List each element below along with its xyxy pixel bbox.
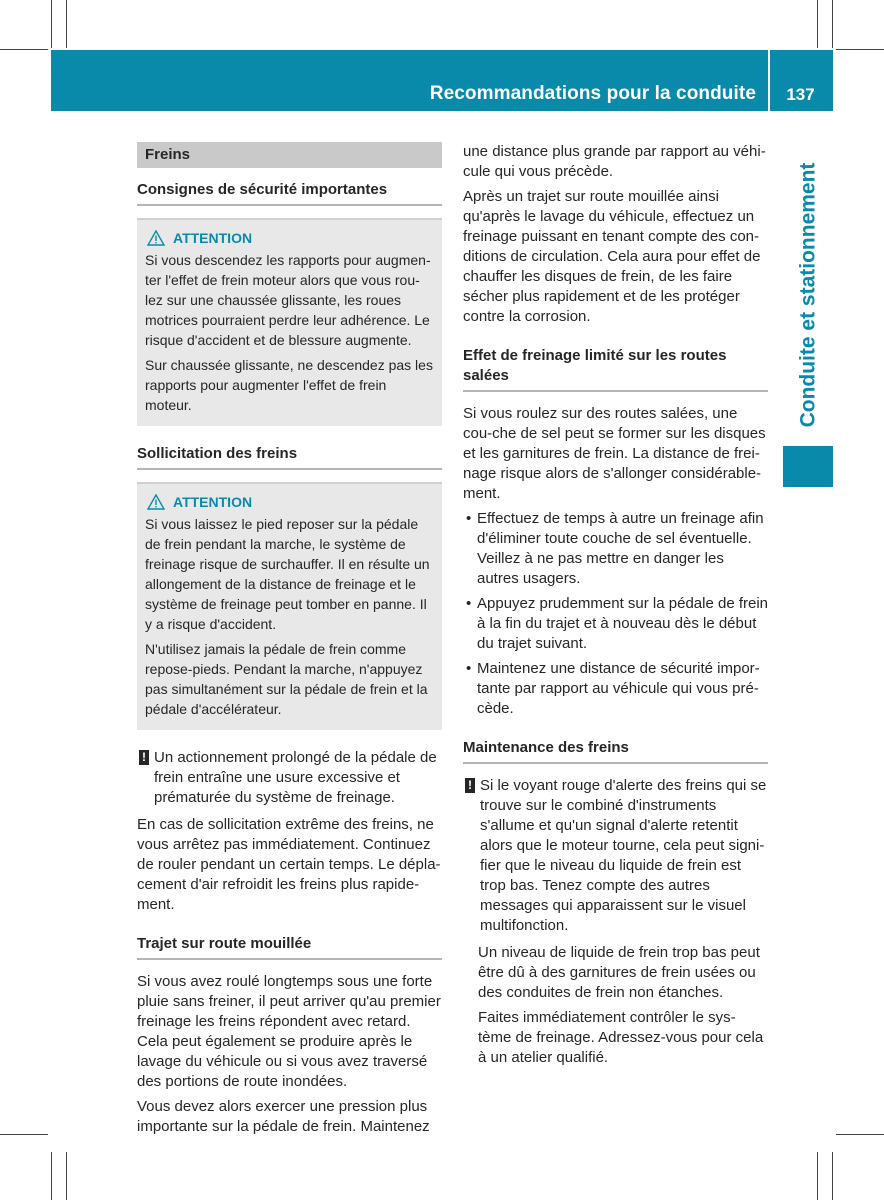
crop-mark xyxy=(0,1134,48,1135)
crop-mark xyxy=(0,49,48,50)
note-text: Un actionnement prolongé de la pédale de frein entraîne une usure excessive et prématurée du système de freinage. xyxy=(154,749,437,806)
page-header xyxy=(51,50,768,111)
heading-salt-road: Effet de freinage limité sur les routes salées xyxy=(463,346,768,392)
warning-triangle-icon xyxy=(147,494,165,510)
heading-brake-load: Sollicitation des freins xyxy=(137,444,442,470)
side-chapter-tab xyxy=(783,150,833,440)
crop-mark xyxy=(817,1152,818,1200)
bullet-icon: • xyxy=(466,595,472,612)
side-tab-label: Conduite et stationnement xyxy=(796,162,819,428)
list-item xyxy=(463,594,768,654)
crop-mark xyxy=(832,1152,833,1200)
crop-mark xyxy=(66,0,67,48)
crop-mark xyxy=(66,1152,67,1200)
right-column xyxy=(463,142,768,1073)
warning-triangle-icon xyxy=(147,230,165,246)
paragraph: Si vous roulez sur des routes salées, une cou-che de sel peut se former sur les disques et les garnitures de frein. La distance de frei-nage risque alors de s'allonger considérable-ment. xyxy=(463,405,766,502)
heading-safety: Consignes de sécurité importantes xyxy=(137,180,442,206)
note xyxy=(137,748,442,808)
list-item-text: Maintenez une distance de sécurité impor-tante par rapport au véhicule qui vous pré-cède. xyxy=(477,660,760,717)
header-divider xyxy=(768,50,770,111)
chapter-title: Recommandations pour la conduite xyxy=(429,83,756,104)
paragraph: une distance plus grande par rapport au véhi-cule qui vous précède. xyxy=(463,143,766,180)
page-number: 137 xyxy=(786,85,815,104)
warning-text: N'utilisez jamais la pédale de frein comme repose-pieds. Pendant la marche, n'appuyez pas simultanément sur la pédale de frein et la pédale d'accélérateur. xyxy=(145,641,428,717)
bullet-icon: • xyxy=(466,510,472,527)
warning-text: Si vous laissez le pied reposer sur la pédale de frein pendant la marche, le système de freinage risque de surchauffer. Il en résulte un allongement de la distance de freinage et le système de freinage peut tomber en panne. Il y a risque d'accident. xyxy=(145,516,430,632)
crop-mark xyxy=(836,1134,884,1135)
note xyxy=(463,776,768,936)
exclamation-icon: ! xyxy=(139,750,149,765)
paragraph: En cas de sollicitation extrême des freins, ne vous arrêtez pas immédiatement. Continuez de rouler pendant un certain temps. Le dépla-cement d'air refroidit les freins plus rapide-ment. xyxy=(137,816,441,913)
heading-maintenance: Maintenance des freins xyxy=(463,738,768,764)
warning-header xyxy=(145,228,434,248)
warning-text: Si vous descendez les rapports pour augmen-ter l'effet de frein moteur alors que vous rou-lez sur une chaussée glissante, les roues motrices pourraient perdre leur adhérence. Le risque d'accident et de blessure augmente. xyxy=(145,252,431,348)
list-item xyxy=(463,659,768,719)
warning-header xyxy=(145,492,434,512)
section-title: Freins xyxy=(137,142,442,168)
crop-mark xyxy=(51,1152,52,1200)
crop-mark xyxy=(51,0,52,48)
warning-label: ATTENTION xyxy=(173,230,253,246)
side-tab-marker xyxy=(783,446,833,487)
paragraph: Un niveau de liquide de frein trop bas peut être dû à des garnitures de frein usées ou des conduites de frein non étanches. xyxy=(478,944,760,1001)
list-item-text: Appuyez prudemment sur la pédale de frein à la fin du trajet et à nouveau dès le début du trajet suivant. xyxy=(477,595,769,652)
list-item xyxy=(463,509,768,589)
left-column xyxy=(137,142,442,1142)
paragraph: Faites immédiatement contrôler le sys-tème de freinage. Adressez-vous pour cela à un atelier qualifié. xyxy=(478,1009,764,1066)
paragraph: Vous devez alors exercer une pression plus importante sur la pédale de frein. Maintenez xyxy=(137,1098,430,1135)
page-number-box xyxy=(768,50,833,111)
warning-box xyxy=(137,482,442,730)
exclamation-icon: ! xyxy=(465,778,475,793)
warning-text: Sur chaussée glissante, ne descendez pas les rapports pour augmenter l'effet de frein moteur. xyxy=(145,357,433,413)
list-item-text: Effectuez de temps à autre un freinage afin d'éliminer toute couche de sel éventuelle. Veillez à ne pas mettre en danger les autres usagers. xyxy=(477,510,764,587)
crop-mark xyxy=(817,0,818,48)
note-text: Si le voyant rouge d'alerte des freins qui se trouve sur le combiné d'instruments s'allume et qu'un signal d'alerte retentit alors que le moteur tourne, cela peut signi-fier que le niveau du liquide de frein est trop bas. Tenez compte des autres messages qui apparaissent sur le visuel multifonction. xyxy=(480,777,767,934)
heading-wet-road: Trajet sur route mouillée xyxy=(137,934,442,960)
paragraph: Si vous avez roulé longtemps sous une forte pluie sans freiner, il peut arriver qu'au premier freinage les freins répondent avec retard. Cela peut également se produire après le lavage du véhicule ou si vous avez traversé des portions de route inondées. xyxy=(137,973,441,1090)
crop-mark xyxy=(836,49,884,50)
warning-box xyxy=(137,218,442,426)
warning-label: ATTENTION xyxy=(173,494,253,510)
crop-mark xyxy=(832,0,833,48)
bullet-icon: • xyxy=(466,660,472,677)
paragraph: Après un trajet sur route mouillée ainsi qu'après le lavage du véhicule, effectuez un freinage puissant en tenant compte des con-ditions de circulation. Cela aura pour effet de chauffer les disques de frein, de les faire sécher plus rapidement et de les protéger contre la corrosion. xyxy=(463,188,761,325)
